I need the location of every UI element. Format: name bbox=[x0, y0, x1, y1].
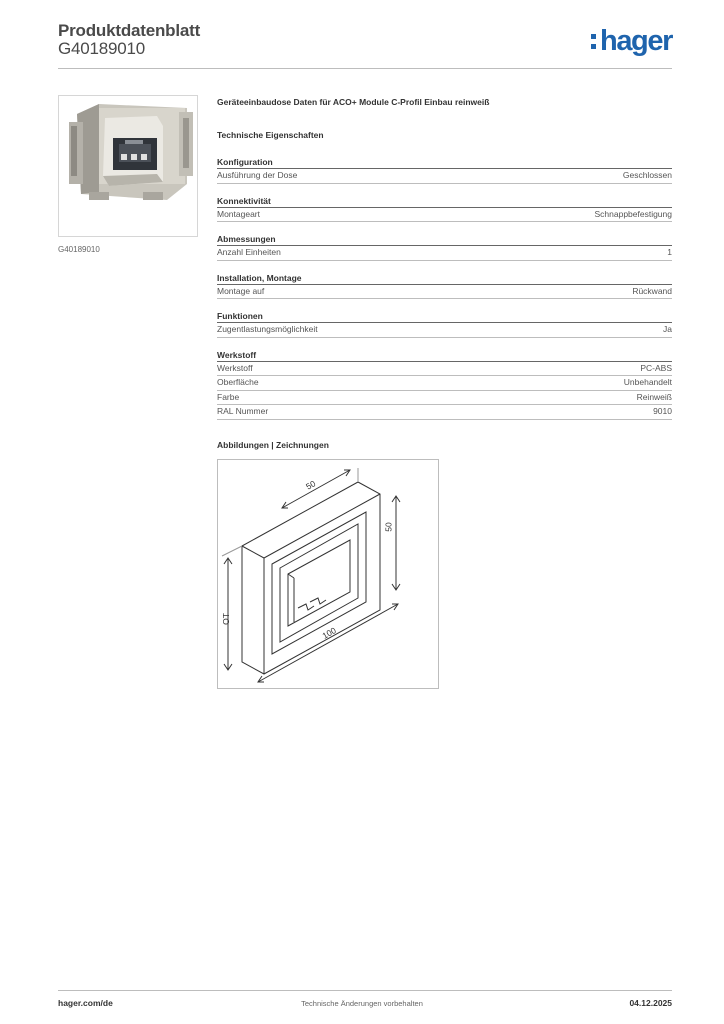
spec-value: 1 bbox=[667, 247, 672, 257]
logo-text: hager bbox=[600, 25, 672, 57]
spec-value: Geschlossen bbox=[622, 170, 672, 180]
spec-value: Unbehandelt bbox=[623, 377, 672, 387]
technical-drawing bbox=[217, 459, 439, 689]
header-divider bbox=[58, 68, 672, 69]
logo-dots-icon bbox=[591, 30, 597, 52]
spec-section-konfiguration bbox=[217, 156, 672, 184]
spec-row bbox=[217, 246, 672, 261]
spec-value: PC-ABS bbox=[640, 362, 672, 373]
spec-value: Ja bbox=[663, 324, 672, 334]
section-title: Konfiguration bbox=[217, 156, 672, 169]
spec-label: Ausführung der Dose bbox=[217, 170, 298, 180]
spec-value: Rückwand bbox=[632, 285, 672, 296]
tech-properties-heading: Technische Eigenschaften bbox=[217, 130, 324, 140]
spec-label: Anzahl Einheiten bbox=[217, 247, 281, 257]
section-title: Werkstoff bbox=[217, 349, 672, 362]
spec-label: RAL Nummer bbox=[217, 406, 269, 416]
spec-row bbox=[217, 285, 672, 300]
frame-drawing-icon bbox=[218, 460, 438, 688]
product-photo-icon bbox=[59, 96, 198, 237]
product-image bbox=[58, 95, 198, 237]
dimension-label-left: OT bbox=[220, 613, 231, 625]
page-title: Produktdatenblatt bbox=[58, 21, 201, 40]
dimension-label-top: 50 bbox=[304, 478, 318, 492]
section-title: Installation, Montage bbox=[217, 272, 672, 285]
dimension-label-right: 50 bbox=[383, 522, 394, 532]
spec-section-konnektivitaet bbox=[217, 195, 672, 223]
spec-row bbox=[217, 376, 672, 391]
product-image-caption: G40189010 bbox=[58, 245, 100, 254]
section-title: Funktionen bbox=[217, 310, 672, 323]
spec-row bbox=[217, 323, 672, 338]
footer-divider bbox=[58, 990, 672, 991]
spec-section-installation bbox=[217, 272, 672, 300]
section-title: Abmessungen bbox=[217, 233, 672, 246]
spec-row bbox=[217, 362, 672, 377]
spec-label: Oberfläche bbox=[217, 377, 259, 387]
section-title: Konnektivität bbox=[217, 195, 672, 208]
spec-label: Werkstoff bbox=[217, 362, 253, 373]
product-description: Geräteeinbaudose Daten für ACO+ Module C-Profil Einbau reinweiß bbox=[217, 97, 490, 107]
footer-website-link[interactable]: hager.com/de bbox=[58, 998, 113, 1008]
spec-value: Schnappbefestigung bbox=[594, 208, 672, 219]
spec-label: Montageart bbox=[217, 208, 260, 219]
spec-label: Montage auf bbox=[217, 285, 265, 296]
drawings-heading: Abbildungen | Zeichnungen bbox=[217, 440, 329, 450]
spec-label: Farbe bbox=[217, 391, 240, 402]
article-number: G40189010 bbox=[58, 39, 146, 58]
footer-date: 04.12.2025 bbox=[629, 998, 672, 1008]
spec-section-werkstoff bbox=[217, 349, 672, 420]
spec-section-funktionen bbox=[217, 310, 672, 338]
spec-value: 9010 bbox=[653, 406, 672, 416]
spec-row bbox=[217, 208, 672, 223]
spec-section-abmessungen bbox=[217, 233, 672, 261]
spec-row bbox=[217, 391, 672, 406]
spec-value: Reinweiß bbox=[636, 391, 672, 402]
footer-notice: Technische Änderungen vorbehalten bbox=[301, 999, 423, 1008]
hager-logo bbox=[591, 26, 672, 56]
spec-sections bbox=[217, 156, 672, 431]
spec-label: Zugentlastungsmöglichkeit bbox=[217, 324, 318, 334]
spec-row bbox=[217, 169, 672, 184]
spec-row bbox=[217, 405, 672, 420]
dimension-label-bottom: 100 bbox=[320, 625, 338, 641]
